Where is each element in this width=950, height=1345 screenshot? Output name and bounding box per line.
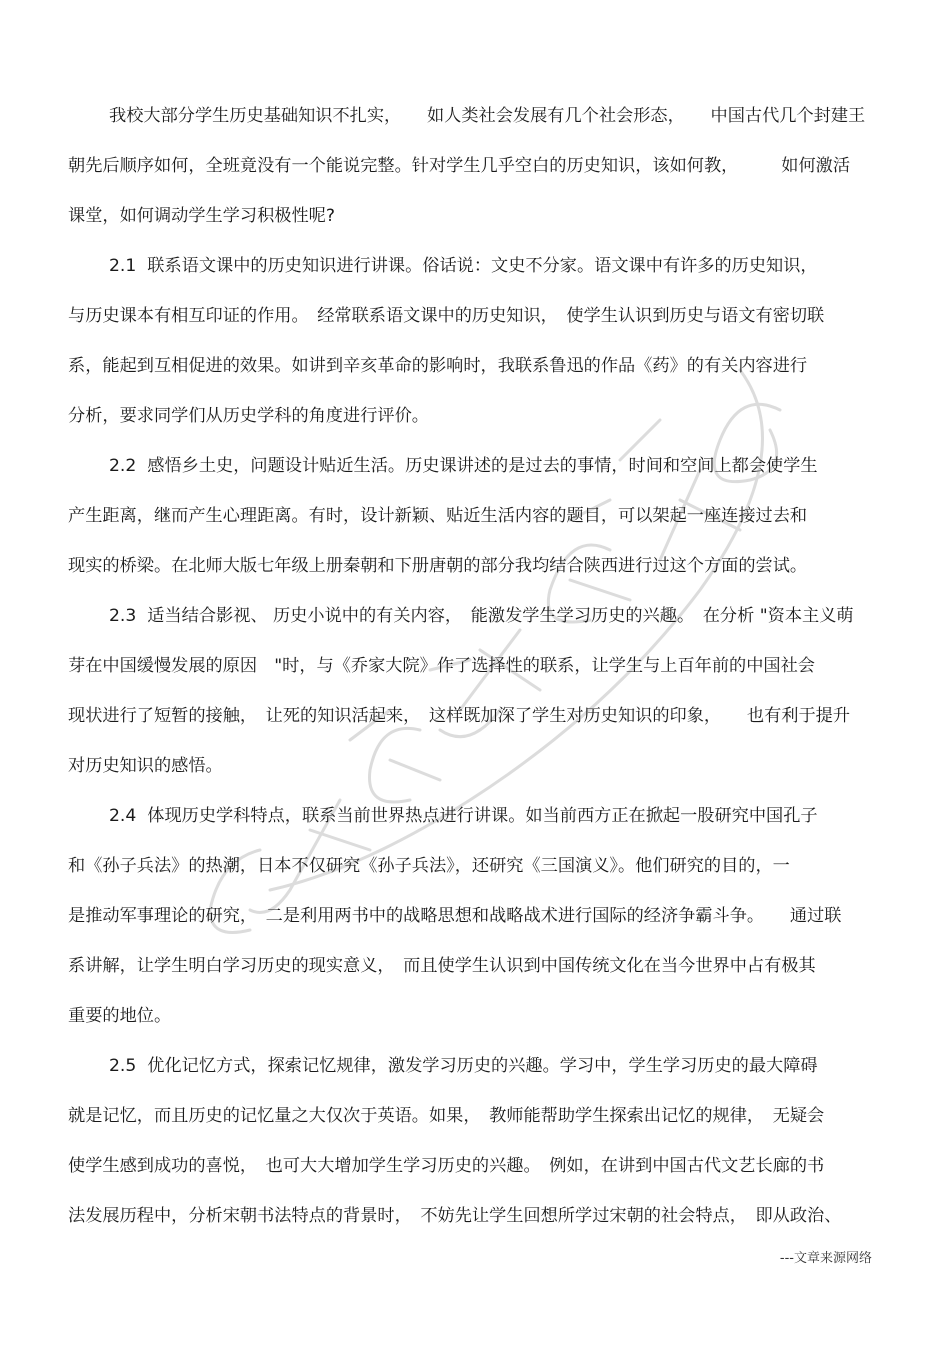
text-line: 就是记忆，而且历史的记忆量之大仅次于英语。如果， 教师能帮助学生探索出记忆的规律， 无疑会 bbox=[68, 1106, 825, 1126]
text-line: 分析，要求同学们从历史学科的角度进行评价。 bbox=[68, 406, 429, 426]
text-line: 使学生感到成功的喜悦， 也可大大增加学生学习历史的兴趣。 例如，在讲到中国古代文艺长廊的书 bbox=[68, 1156, 825, 1176]
text-line: 朝先后顺序如何，全班竟没有一个能说完整。针对学生几乎空白的历史知识，该如何教， 如何激活 bbox=[68, 156, 851, 176]
text-line: 法发展历程中，分析宋朝书法特点的背景时， 不妨先让学生回想所学过宋朝的社会特点， 即从政治、 bbox=[68, 1206, 842, 1226]
text-line: 重要的地位。 bbox=[68, 1006, 172, 1026]
text-line: 现实的桥梁。在北师大版七年级上册秦朝和下册唐朝的部分我均结合陕西进行过这个方面的尝试。 bbox=[68, 556, 808, 576]
text-line: 系讲解，让学生明白学习历史的现实意义， 而且使学生认识到中国传统文化在当今世界中占有极其 bbox=[68, 956, 816, 976]
text-line: 2.3 适当结合影视、 历史小说中的有关内容， 能激发学生学习历史的兴趣。 在分析 "资本主义萌 bbox=[109, 606, 854, 626]
text-line: 是推动军事理论的研究， 二是利用两书中的战略思想和战略战术进行国际的经济争霸斗争。 通过联 bbox=[68, 906, 842, 926]
text-line: 系，能起到互相促进的效果。如讲到辛亥革命的影响时，我联系鲁迅的作品《药》的有关内容进行 bbox=[68, 356, 808, 376]
text-line: 芽在中国缓慢发展的原因 "时，与《乔家大院》作了选择性的联系，让学生与上百年前的中国社会 bbox=[68, 656, 815, 676]
text-line: 2.2 感悟乡土史，问题设计贴近生活。历史课讲述的是过去的事情，时间和空间上都会使学生 bbox=[109, 456, 818, 476]
text-line: 2.5 优化记忆方式，探索记忆规律，激发学习历史的兴趣。学习中，学生学习历史的最大障碍 bbox=[109, 1056, 818, 1076]
text-line: 课堂，如何调动学生学习积极性呢? bbox=[68, 206, 335, 226]
text-line: 和《孙子兵法》的热潮，日本不仅研究《孙子兵法》，还研究《三国演义》。他们研究的目的，一 bbox=[68, 856, 790, 876]
text-line: 2.4 体现历史学科特点，联系当前世界热点进行讲课。如当前西方正在掀起一股研究中国孔子 bbox=[109, 806, 818, 826]
text-line: 现状进行了短暂的接触， 让死的知识活起来， 这样既加深了学生对历史知识的印象， 也有利于提升 bbox=[68, 706, 851, 726]
source-footer: ---文章来源网络 bbox=[779, 1251, 872, 1266]
text-line: 2.1 联系语文课中的历史知识进行讲课。俗话说：文史不分家。语文课中有许多的历史知识， bbox=[109, 256, 818, 276]
text-line: 产生距离，继而产生心理距离。有时，设计新颖、贴近生活内容的题目，可以架起一座连接过去和 bbox=[68, 506, 808, 526]
text-line: 对历史知识的感悟。 bbox=[68, 756, 223, 776]
text-line: 与历史课本有相互印证的作用。 经常联系语文课中的历史知识， 使学生认识到历史与语文有密切联 bbox=[68, 306, 825, 326]
text-line: 我校大部分学生历史基础知识不扎实， 如人类社会发展有几个社会形态， 中国古代几个封建王 bbox=[109, 106, 866, 126]
